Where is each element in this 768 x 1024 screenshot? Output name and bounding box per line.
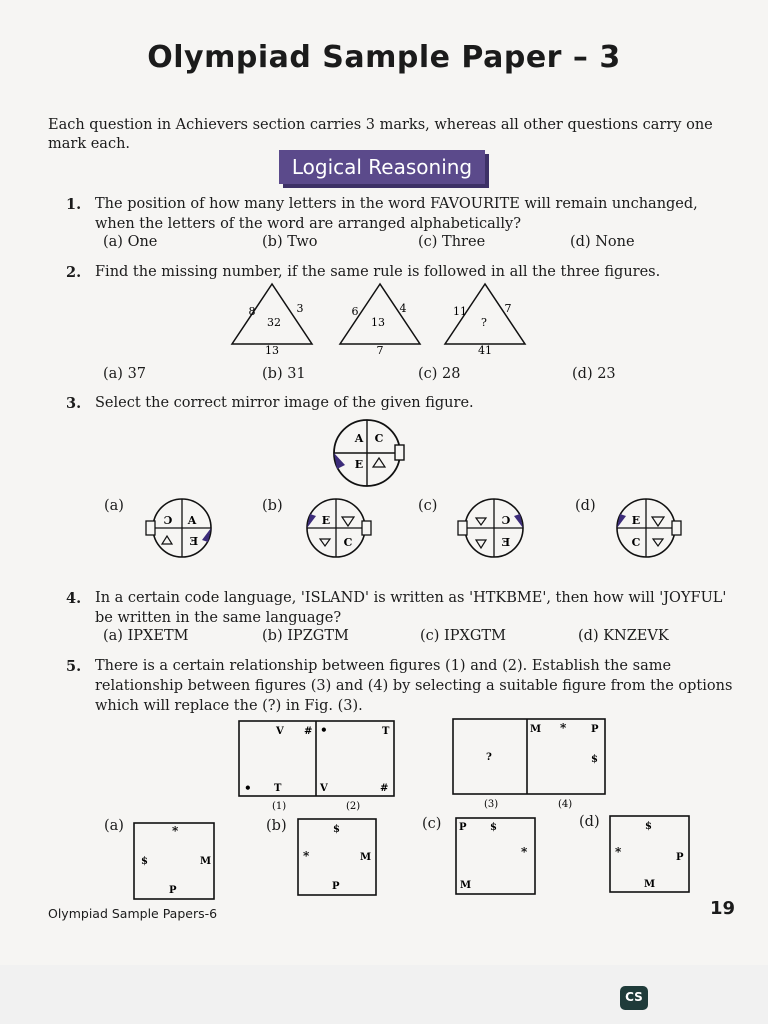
figure-1-label: (1) <box>272 801 287 812</box>
svg-text:A: A <box>187 514 197 527</box>
camscanner-badge-icon <box>620 986 648 1010</box>
svg-text:M: M <box>460 880 472 891</box>
svg-text:P: P <box>332 881 340 892</box>
svg-text:#: # <box>304 726 313 737</box>
figure-2-label: (2) <box>346 801 361 812</box>
svg-text:E: E <box>321 514 331 527</box>
fig3-letter-e: E <box>354 458 364 471</box>
svg-text:C: C <box>343 536 353 549</box>
question-3-option-b: (b) <box>262 498 283 514</box>
triangle-3 <box>445 284 525 357</box>
question-5-number: 5. <box>66 658 82 675</box>
question-3-option-c: (c) <box>418 498 438 514</box>
triangle-2-bottom: 7 <box>376 344 384 357</box>
triangle-2-center: 13 <box>371 316 385 329</box>
question-5-option-a: (a) <box>104 818 124 834</box>
svg-text:C: C <box>631 536 641 549</box>
question-2-option-a: (a) 37 <box>103 366 147 382</box>
svg-text:P: P <box>459 822 467 833</box>
svg-text:•: • <box>320 723 328 737</box>
question-2-option-d: (d) 23 <box>572 366 616 382</box>
page-title: Olympiad Sample Paper – 3 <box>147 40 621 75</box>
triangle-1-bottom: 13 <box>265 344 279 357</box>
svg-text:*: * <box>521 845 528 859</box>
question-3-option-a-figure <box>140 498 225 558</box>
triangle-2-left: 6 <box>351 305 359 318</box>
svg-text:Ǝ: Ǝ <box>501 536 511 549</box>
triangle-3-bottom: 41 <box>478 344 492 357</box>
question-3-option-b-figure <box>296 496 381 560</box>
svg-text:T: T <box>382 726 390 737</box>
triangle-1 <box>232 284 312 357</box>
question-3-option-c-figure <box>452 496 537 560</box>
svg-text:*: * <box>615 845 622 859</box>
footer-book-title: Olympiad Sample Papers-6 <box>48 906 218 921</box>
svg-text:Ǝ: Ǝ <box>189 535 199 548</box>
svg-text:$: $ <box>645 821 652 832</box>
question-2-number: 2. <box>66 264 82 281</box>
question-3-text: Select the correct mirror image of the given figure. <box>95 395 474 411</box>
fig3-triangle-icon <box>373 458 385 467</box>
triangle-1-center: 32 <box>267 316 281 329</box>
svg-text:M: M <box>360 852 372 863</box>
question-1-option-d: (d) None <box>570 234 635 250</box>
svg-text:P: P <box>169 885 177 896</box>
question-3-figure <box>325 415 410 495</box>
svg-text:*: * <box>172 824 179 838</box>
question-5-option-a-figure <box>132 820 217 902</box>
svg-text:$: $ <box>591 754 598 765</box>
triangle-3-left: 11 <box>453 305 467 318</box>
question-4-option-c: (c) IPXGTM <box>420 628 506 644</box>
question-5-option-b-figure <box>296 816 381 898</box>
svg-text:P: P <box>676 852 684 863</box>
question-5-option-d: (d) <box>579 814 600 830</box>
svg-text:$: $ <box>490 822 497 833</box>
svg-text:$: $ <box>333 824 340 835</box>
question-1-text: The position of how many letters in the word FAVOURITE will remain unchanged, when the letters of the word are arranged alphabetically? <box>95 196 698 232</box>
svg-text:*: * <box>560 721 567 735</box>
svg-text:#: # <box>380 783 389 794</box>
fig3-letter-a: A <box>354 432 364 445</box>
question-2-option-b: (b) 31 <box>262 366 306 382</box>
question-5-option-b: (b) <box>266 818 287 834</box>
triangle-1-left: 8 <box>248 305 256 318</box>
question-1-option-c: (c) Three <box>418 234 486 250</box>
fig3-letter-c: C <box>374 432 384 445</box>
svg-text:Ɔ: Ɔ <box>163 514 173 527</box>
intro-text: Each question in Achievers section carries 3 marks, whereas all other questions carry one mark each. <box>48 117 713 152</box>
question-5-figures-3-4 <box>448 716 613 814</box>
figure-3-label: (3) <box>484 799 499 810</box>
svg-text:M: M <box>530 724 542 735</box>
question-4-option-b: (b) IPZGTM <box>262 628 349 644</box>
question-5-figures-1-2 <box>234 718 399 816</box>
question-4-option-a: (a) IPXETM <box>103 628 189 644</box>
svg-text:T: T <box>274 783 282 794</box>
question-5-option-c: (c) <box>422 816 442 832</box>
svg-text:$: $ <box>141 856 148 867</box>
svg-text:M: M <box>200 856 212 867</box>
triangle-2-right: 4 <box>399 302 407 315</box>
svg-text:V: V <box>320 783 328 794</box>
question-5-text: There is a certain relationship between figures (1) and (2). Establish the same relationship between figures (3) and (4) by selecting a suitable figure from the options which will replace the (?) in Fig. (3). <box>95 658 733 714</box>
svg-text:P: P <box>591 724 599 735</box>
question-3-option-d: (d) <box>575 498 596 514</box>
section-banner <box>279 150 485 184</box>
question-5-option-c-figure <box>454 815 539 897</box>
triangle-3-center: ? <box>481 316 487 329</box>
question-4-option-d: (d) KNZEVK <box>578 628 669 644</box>
question-1-option-a: (a) One <box>103 234 158 250</box>
section-banner-label: Logical Reasoning <box>291 155 473 179</box>
camscanner-badge-label: CS <box>625 990 643 1004</box>
question-1-number: 1. <box>66 196 82 213</box>
question-2-option-c: (c) 28 <box>418 366 461 382</box>
triangle-figures <box>230 282 530 360</box>
svg-text:Ɔ: Ɔ <box>501 514 511 527</box>
triangle-2 <box>340 284 420 357</box>
question-4-text: In a certain code language, 'ISLAND' is written as 'HTKBME', then how will 'JOYFUL' be written in the same language? <box>95 590 727 626</box>
question-5-option-d-figure <box>608 813 693 895</box>
question-3-option-d-figure <box>606 496 691 560</box>
svg-text:V: V <box>276 726 284 737</box>
question-1-option-b: (b) Two <box>262 234 318 250</box>
svg-text:*: * <box>303 849 310 863</box>
footer-page-number: 19 <box>710 898 736 919</box>
svg-text:M: M <box>644 879 656 890</box>
svg-text:•: • <box>244 781 252 795</box>
triangle-1-right: 3 <box>296 302 304 315</box>
triangle-3-right: 7 <box>504 302 512 315</box>
question-4-number: 4. <box>66 590 82 607</box>
question-3-option-a: (a) <box>104 498 124 514</box>
question-2-text: Find the missing number, if the same rule is followed in all the three figures. <box>95 264 661 280</box>
svg-text:E: E <box>631 514 641 527</box>
figure-4-label: (4) <box>558 799 573 810</box>
svg-text:?: ? <box>486 752 492 763</box>
question-3-number: 3. <box>66 395 82 412</box>
